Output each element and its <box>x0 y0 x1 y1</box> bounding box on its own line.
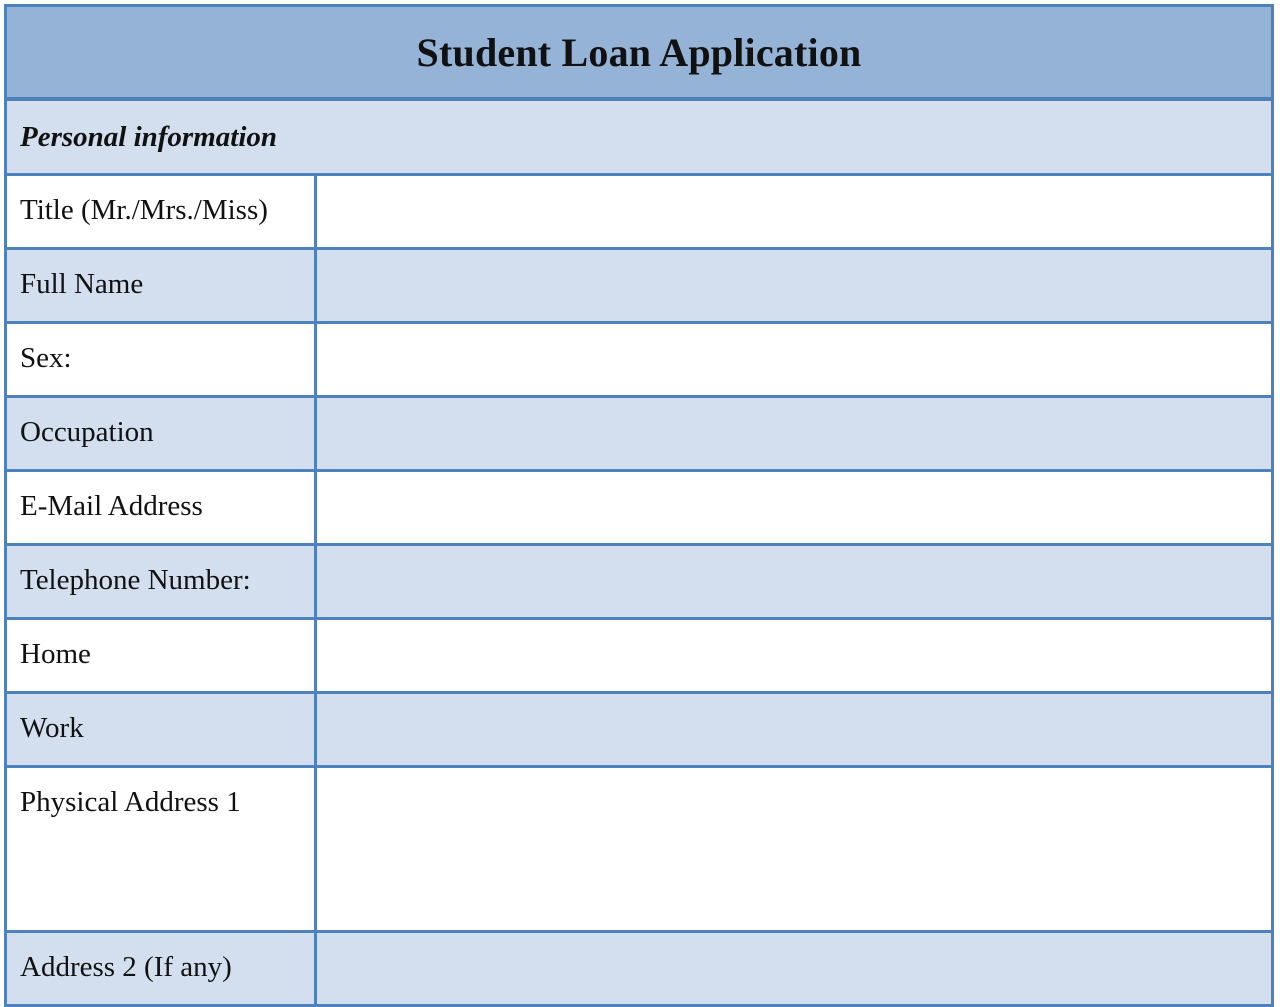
row-telephone <box>7 546 1271 620</box>
email-field[interactable] <box>317 472 1271 543</box>
field-value-cell[interactable] <box>317 546 1271 617</box>
field-label: Telephone Number: <box>7 546 317 617</box>
field-label: E-Mail Address <box>7 472 317 543</box>
field-value-cell[interactable] <box>317 176 1271 247</box>
row-full-name <box>7 250 1271 324</box>
occupation-field[interactable] <box>317 398 1271 469</box>
title-field[interactable] <box>317 176 1271 247</box>
field-label: Physical Address 1 <box>7 768 317 930</box>
section-personal-information <box>7 101 1271 176</box>
field-label: Home <box>7 620 317 691</box>
row-email <box>7 472 1271 546</box>
field-label: Title (Mr./Mrs./Miss) <box>7 176 317 247</box>
field-label: Work <box>7 694 317 765</box>
row-address-2 <box>7 933 1271 1007</box>
field-value-cell[interactable] <box>317 250 1271 321</box>
field-value-cell[interactable] <box>317 472 1271 543</box>
field-label: Address 2 (If any) <box>7 933 317 1004</box>
field-value-cell[interactable] <box>317 933 1271 1004</box>
field-value-cell[interactable] <box>317 324 1271 395</box>
field-value-cell[interactable] <box>317 620 1271 691</box>
section-title: Personal information <box>20 120 278 153</box>
form-title: Student Loan Application <box>416 29 862 75</box>
row-home-phone <box>7 620 1271 694</box>
telephone-field[interactable] <box>317 546 1271 617</box>
home-phone-field[interactable] <box>317 620 1271 691</box>
row-occupation <box>7 398 1271 472</box>
sex-field[interactable] <box>317 324 1271 395</box>
row-physical-address-1 <box>7 768 1271 933</box>
field-label: Sex: <box>7 324 317 395</box>
field-value-cell[interactable] <box>317 398 1271 469</box>
row-sex <box>7 324 1271 398</box>
loan-application-form <box>4 4 1274 1007</box>
work-phone-field[interactable] <box>317 694 1271 765</box>
field-label: Occupation <box>7 398 317 469</box>
form-header <box>7 7 1271 101</box>
row-work-phone <box>7 694 1271 768</box>
field-label: Full Name <box>7 250 317 321</box>
row-title <box>7 176 1271 250</box>
field-value-cell[interactable] <box>317 694 1271 765</box>
address-2-field[interactable] <box>317 933 1271 1004</box>
full-name-field[interactable] <box>317 250 1271 321</box>
field-value-cell[interactable] <box>317 768 1271 930</box>
physical-address-1-field[interactable] <box>317 768 1271 930</box>
